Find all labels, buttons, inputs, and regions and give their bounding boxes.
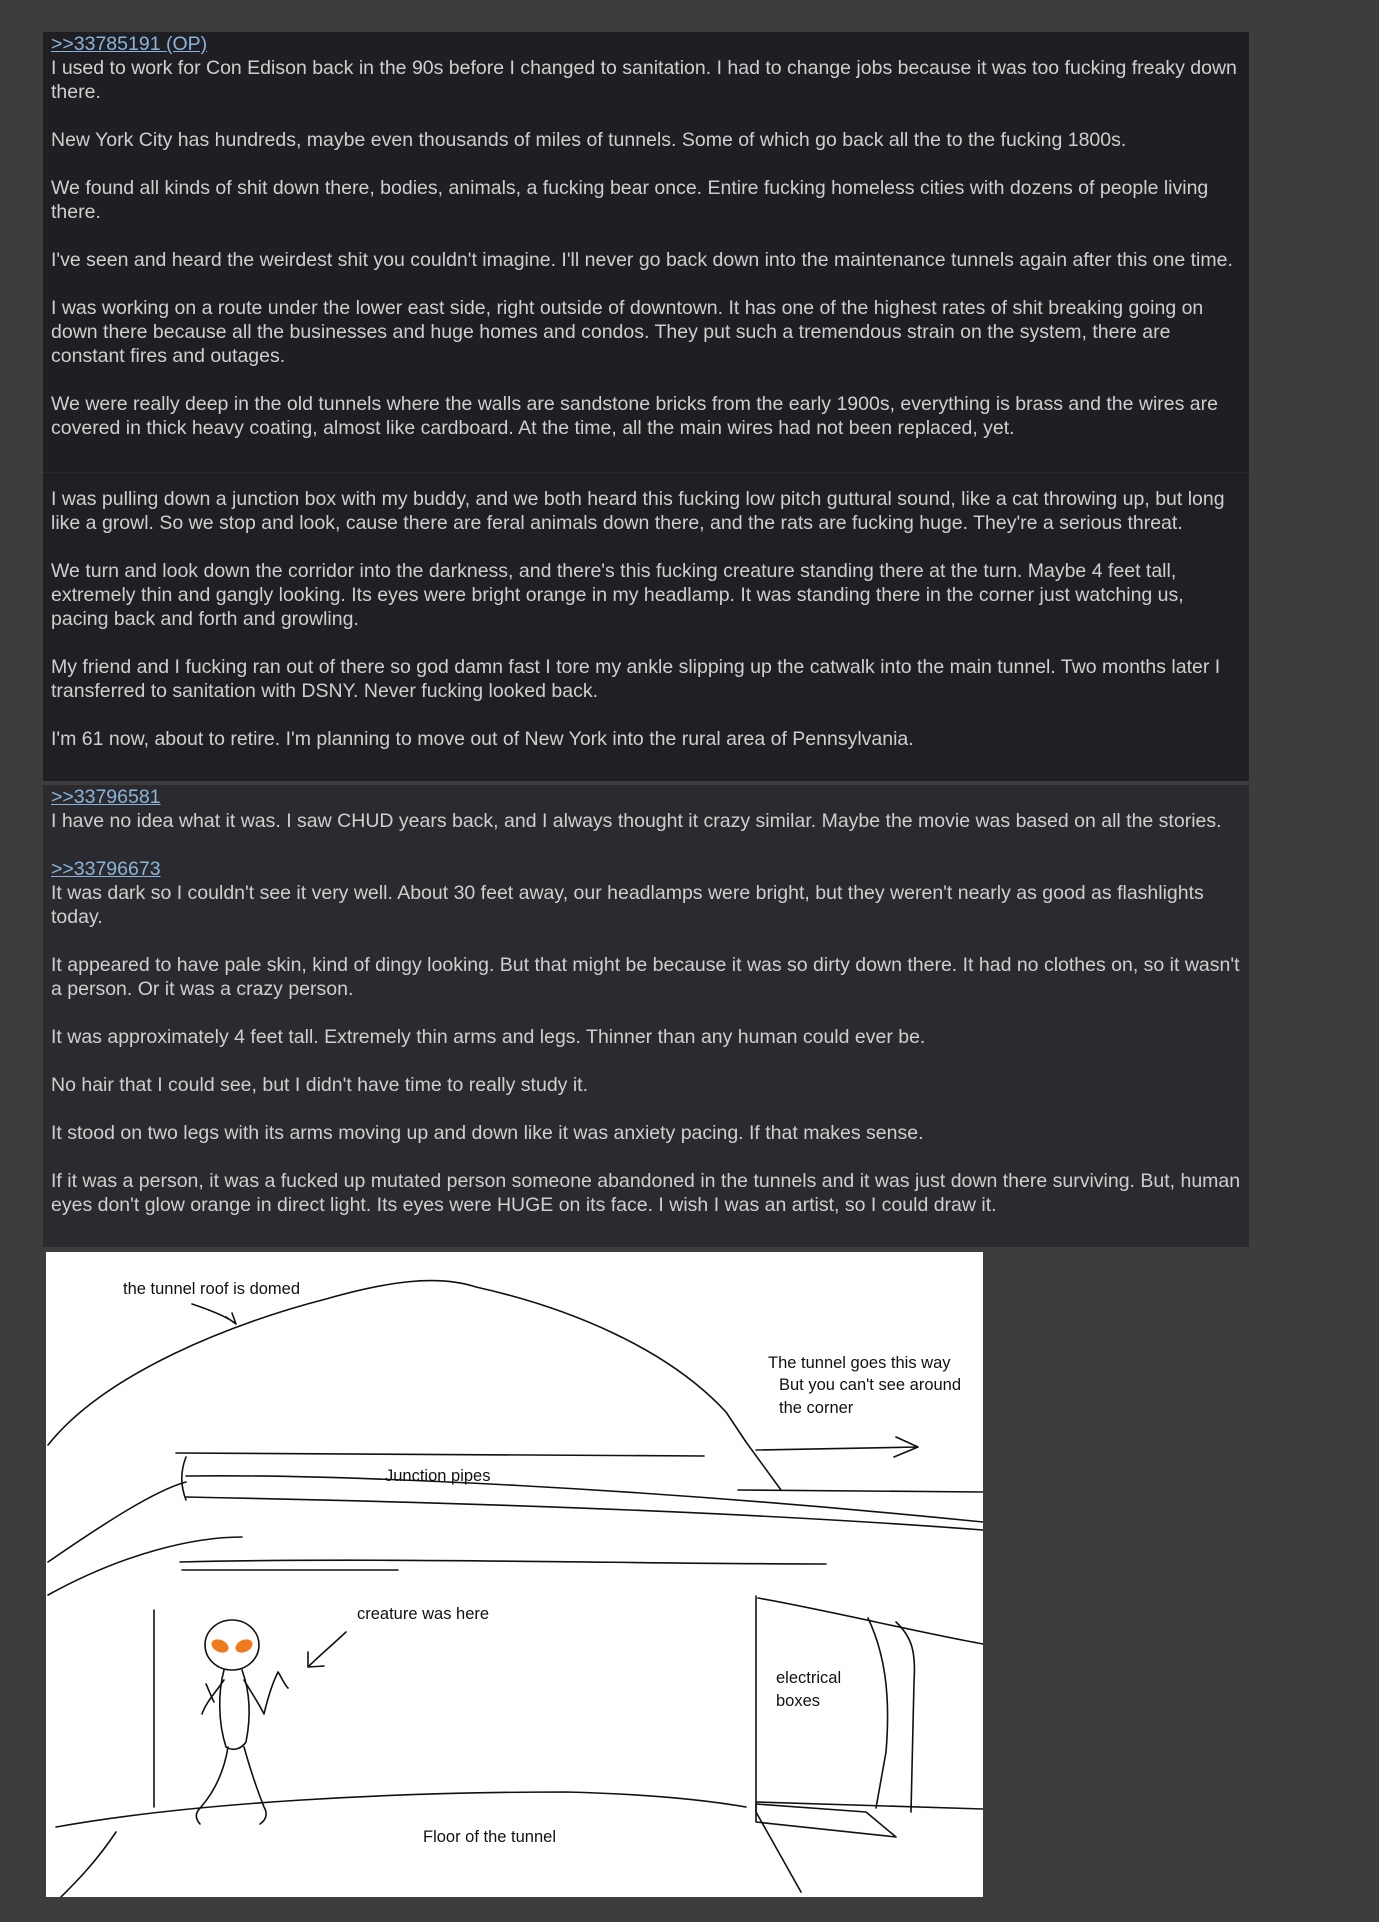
electrical-box [756, 1804, 896, 1837]
creature-eye-right [233, 1637, 254, 1655]
direction-arrow [756, 1437, 918, 1457]
post-paragraph: If it was a person, it was a fucked up mutated person someone abandoned in the tunnels and it was just down there surviving. But, human eyes don't glow orange in direct light. Its eyes were HUGE on its face. I wish I was an artist, so I could draw it. [51, 1170, 1241, 1216]
corner-line [738, 1490, 983, 1492]
reply-post [43, 785, 1249, 1247]
post-paragraph: I used to work for Con Edison back in the 90s before I changed to sanitation. I had to change jobs because it was too fucking freaky down there. [51, 57, 1237, 103]
creature-arrow [308, 1632, 346, 1667]
roof-arrow [192, 1304, 236, 1324]
electrical-box [896, 1622, 914, 1812]
op-post-continued [43, 472, 1249, 781]
post-paragraph: We turn and look down the corridor into the darkness, and there's this fucking creature standing there at the turn. Maybe 4 feet tall, extremely thin and gangly looking. Its eyes were bright orange in my headlamp. It was standing there in the corner just watching us, pacing back and forth and growling. [51, 560, 1184, 630]
post-paragraph: I have no idea what it was. I saw CHUD years back, and I always thought it crazy similar. Maybe the movie was based on all the stories. [51, 810, 1222, 832]
pipe-line [176, 1453, 704, 1456]
floor-label: Floor of the tunnel [423, 1828, 556, 1846]
tunnel-sketch [46, 1252, 983, 1897]
post-paragraph: It was approximately 4 feet tall. Extremely thin arms and legs. Thinner than any human could ever be. [51, 1026, 926, 1048]
roof-line [48, 1281, 781, 1490]
post-paragraph: It was dark so I couldn't see it very well. About 30 feet away, our headlamps were bright, but they weren't nearly as good as flashlights today. [51, 882, 1204, 928]
electrical-box [756, 1596, 801, 1892]
post-paragraph: I was pulling down a junction box with my buddy, and we both heard this fucking low pitch guttural sound, like a cat throwing up, but long like a growl. So we stop and look, cause there are feral animals down there, and the rats are fucking huge. They're a serious threat. [51, 488, 1225, 534]
tunnel-drawing[interactable] [46, 1252, 983, 1897]
creature-label: creature was here [357, 1605, 490, 1623]
creature-arm [202, 1680, 224, 1714]
pipe-line [186, 1497, 983, 1530]
electrical-boxes-label-2: boxes [776, 1692, 821, 1710]
creature-leg [244, 1747, 266, 1824]
post-paragraph: It stood on two legs with its arms moving up and down like it was anxiety pacing. If that makes sense. [51, 1122, 924, 1144]
pipe-line [182, 1457, 186, 1500]
post-paragraph: My friend and I fucking ran out of there so god damn fast I tore my ankle slipping up the catwalk into the main tunnel. Two months later I transferred to sanitation with DSNY. Never fucking looked back. [51, 656, 1221, 702]
reply-quote-link-1[interactable]: >>33796581 [51, 786, 161, 808]
post-paragraph: I was working on a route under the lower east side, right outside of downtown. It has one of the highest rates of shit breaking going on down there because all the businesses and huge homes and condos. They put such a tremendous strain on the system, there are constant fires and outages. [51, 297, 1204, 367]
tunnel-direction-label-2: But you can't see around [779, 1376, 962, 1394]
electrical-box [758, 1598, 983, 1644]
roof-label: the tunnel roof is domed [123, 1280, 301, 1298]
junction-pipes-label: Junction pipes [385, 1467, 491, 1485]
post-paragraph: I've seen and heard the weirdest shit you couldn't imagine. I'll never go back down into the maintenance tunnels again after this one time. [51, 249, 1233, 271]
creature-eye-left [209, 1637, 230, 1655]
creature-leg [196, 1747, 228, 1824]
post-paragraph: We found all kinds of shit down there, bodies, animals, a fucking bear once. Entire fucking homeless cities with dozens of people living there. [51, 177, 1209, 223]
pipe-line [48, 1482, 186, 1562]
floor-line [56, 1792, 746, 1827]
post-paragraph: No hair that I could see, but I didn't have time to really study it. [51, 1074, 589, 1096]
electrical-boxes-label-1: electrical [776, 1669, 842, 1687]
post-paragraph: We were really deep in the old tunnels where the walls are sandstone bricks from the early 1900s, everything is brass and the wires are covered in thick heavy coating, almost like cardboard. At the time, all the main wires had not been replaced, yet. [51, 393, 1218, 439]
post-paragraph: New York City has hundreds, maybe even thousands of miles of tunnels. Some of which go back all the to the fucking 1800s. [51, 129, 1127, 151]
tunnel-direction-label-3: the corner [779, 1399, 854, 1417]
op-post [43, 32, 1249, 472]
floor-line [756, 1802, 983, 1809]
floor-line [61, 1832, 116, 1897]
electrical-box [868, 1618, 888, 1808]
post-paragraph: I'm 61 now, about to retire. I'm planning to move out of New York into the rural area of Pennsylvania. [51, 728, 914, 750]
post-paragraph: It appeared to have pale skin, kind of dingy looking. But that might be because it was so dirty down there. It had no clothes on, so it wasn't a person. Or it was a crazy person. [51, 954, 1240, 1000]
pipe-line [48, 1537, 242, 1595]
creature-arm [244, 1672, 288, 1714]
reply-quote-link-2[interactable]: >>33796673 [51, 858, 161, 880]
op-post-link[interactable]: >>33785191 (OP) [51, 33, 208, 55]
pipe-line [180, 1560, 826, 1564]
tunnel-direction-label-1: The tunnel goes this way [768, 1354, 951, 1372]
